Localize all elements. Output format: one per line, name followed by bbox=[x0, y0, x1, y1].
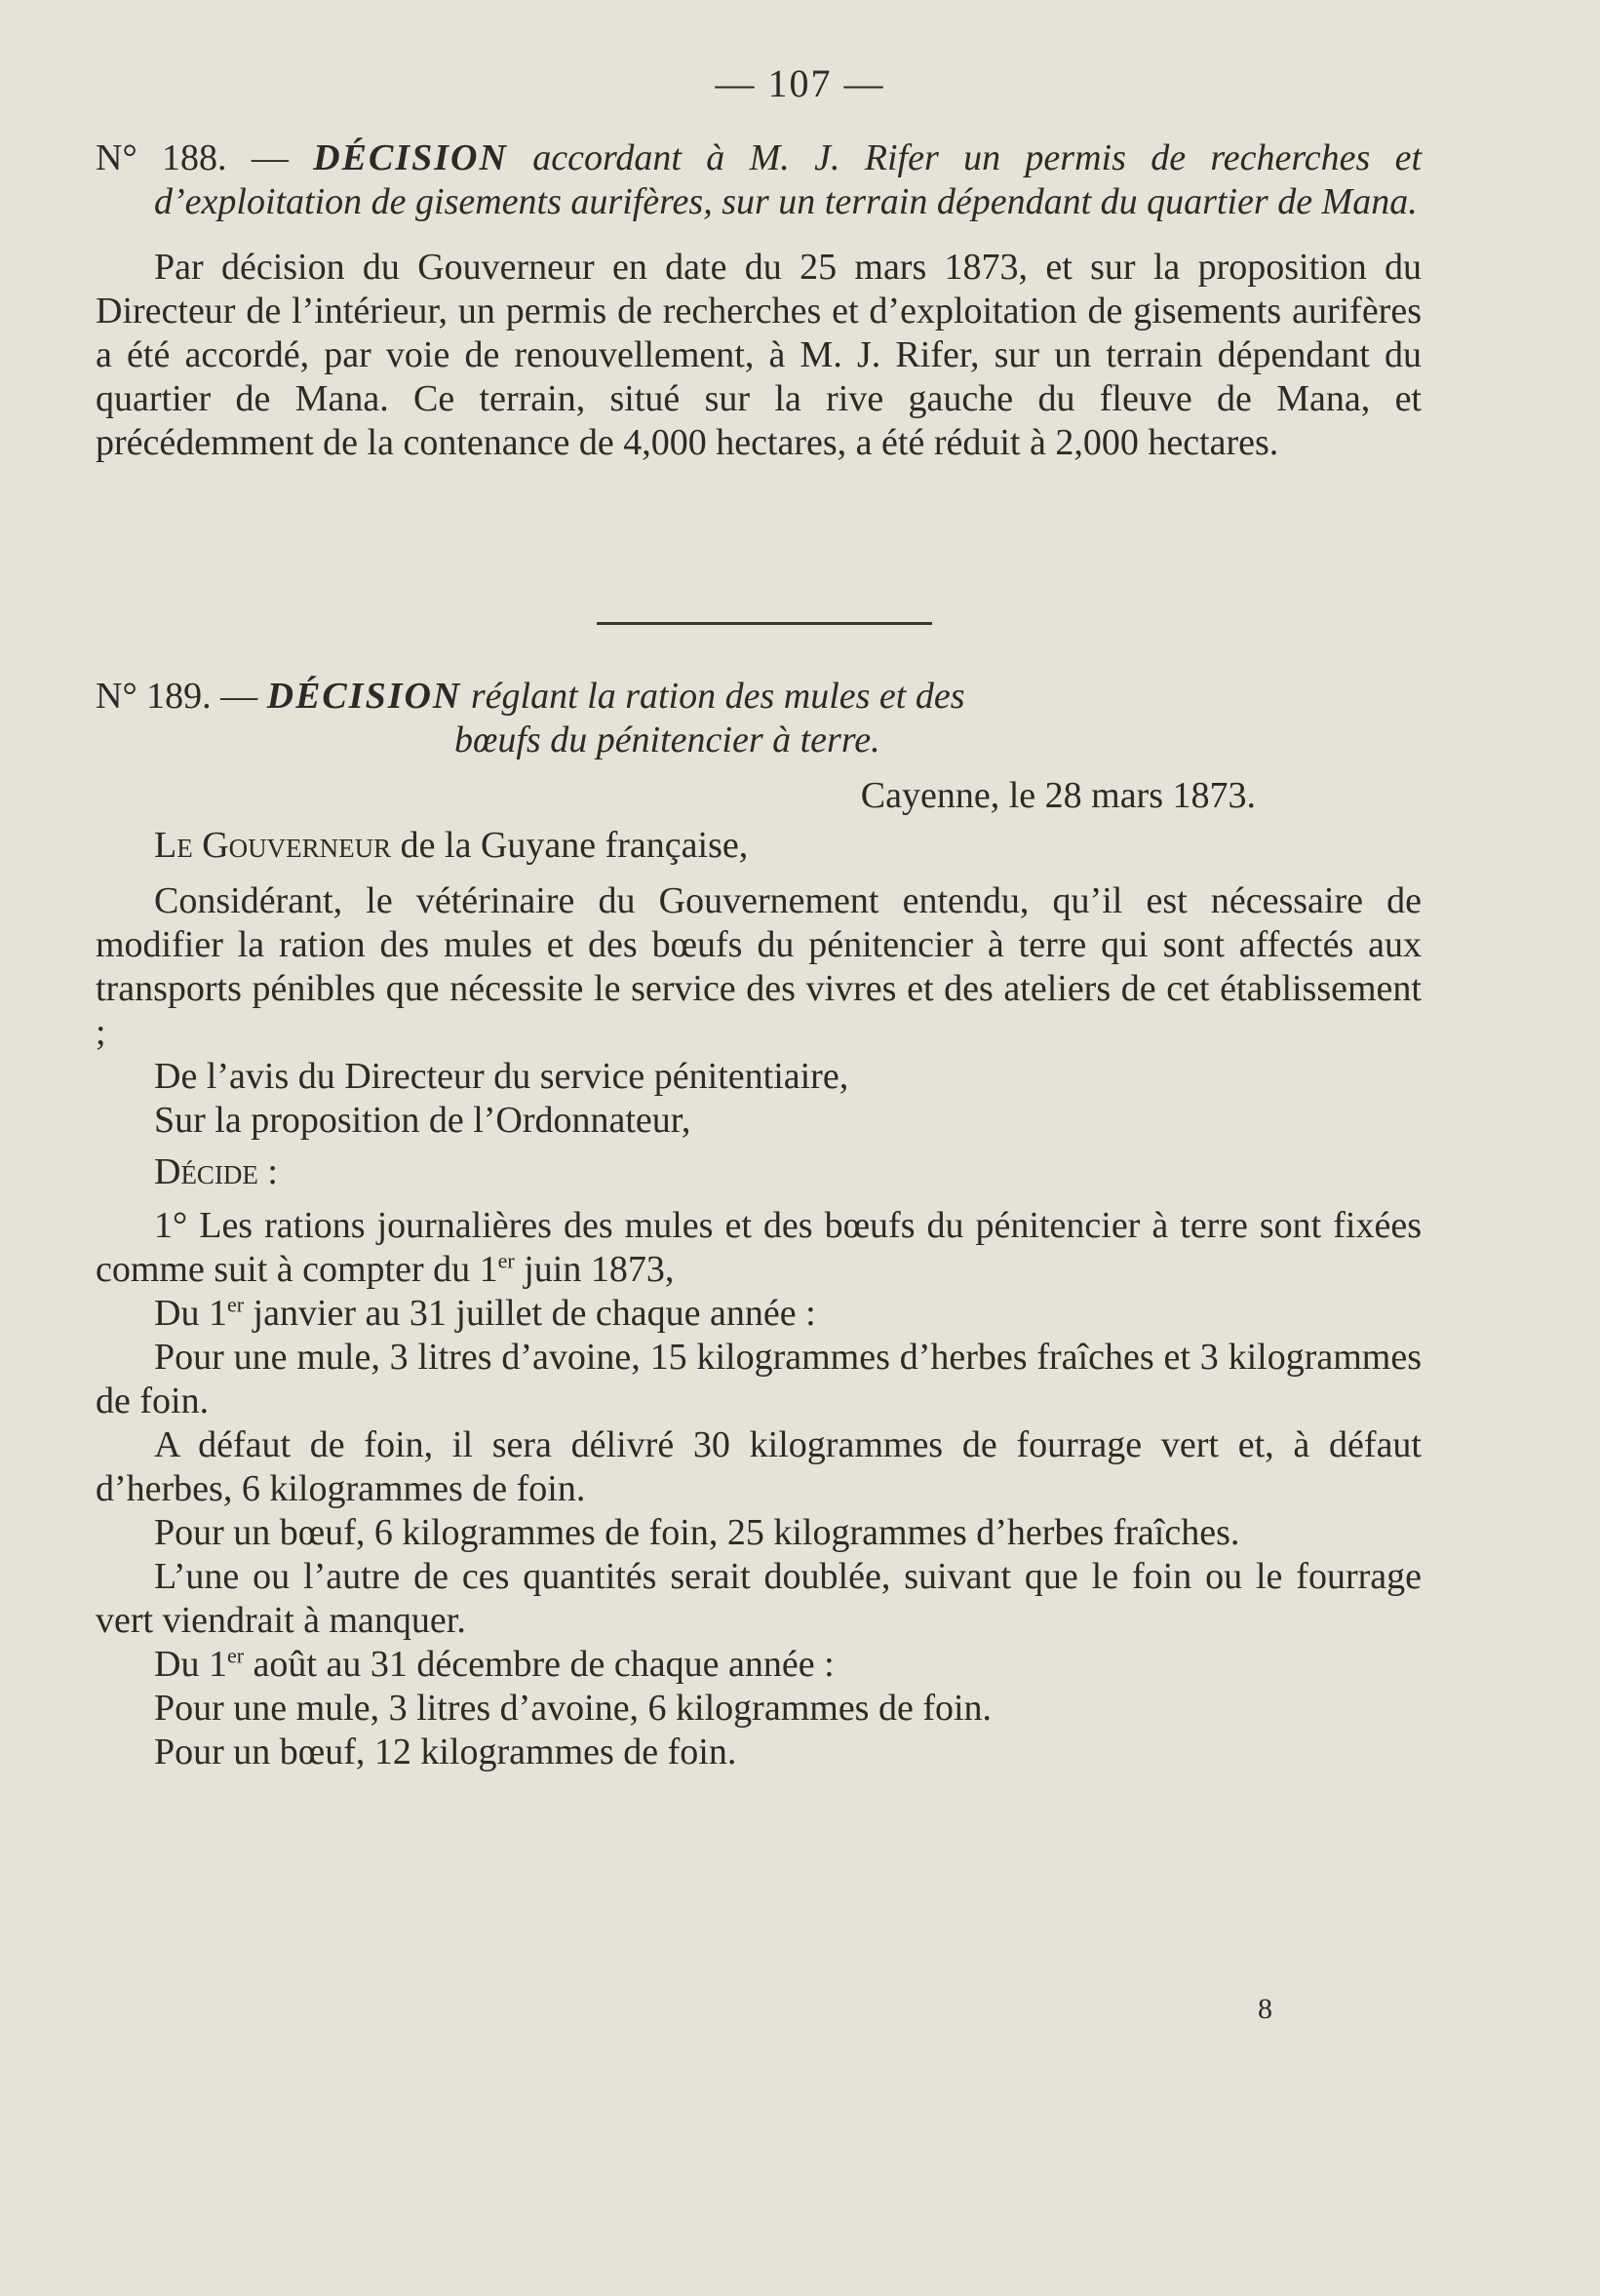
gouverneur-title: Le Gouverneur bbox=[154, 825, 392, 866]
period-2 bbox=[96, 1643, 1422, 1687]
signature-mark: 8 bbox=[1258, 1993, 1272, 2025]
decision-189 bbox=[96, 675, 1422, 1774]
decision-189-number: N° 189. bbox=[96, 676, 212, 717]
gouverneur-rest: de la Guyane française, bbox=[391, 825, 749, 866]
section-divider bbox=[597, 622, 932, 625]
period-2-text: Du 1 bbox=[154, 1644, 227, 1685]
avis-line: De l’avis du Directeur du service pénitentiaire, bbox=[154, 1056, 849, 1097]
double-paragraph: L’une ou l’autre de ces quantités serait doublée, suivant que le foin ou le fourrage vert viendrait à manquer. bbox=[96, 1556, 1422, 1641]
decision-189-dash: — bbox=[220, 676, 258, 717]
proposition-line: Sur la proposition de l’Ordonnateur, bbox=[154, 1100, 691, 1141]
decision-188-body: Par décision du Gouverneur en date du 25 mars 1873, et sur la proposition du Directeur de l’intérieur, un permis de recherches et d’exploitation de gisements aurifères a été accordé, par voie de renouvellement, à M. J. Rifer, sur un terrain dépendant du quartier de Mana. Ce terrain, situé sur la rive gauche du fleuve de Mana, et précédemment de la contenance de 4,000 hectares, a été réduit à 2,000 hectares. bbox=[96, 247, 1422, 463]
boeuf-ration-1: Pour un bœuf, 6 kilogrammes de foin, 25 kilogrammes d’herbes fraîches. bbox=[154, 1512, 1240, 1553]
decision-188-number: N° 188. bbox=[96, 137, 227, 178]
article-1-sup: er bbox=[497, 1248, 515, 1273]
gouverneur-line bbox=[96, 824, 1422, 868]
period-2-sup: er bbox=[226, 1643, 245, 1668]
decision-188-title: accordant à M. J. Rifer un permis de recherches et d’exploitation de gisements aurifères, sur un terrain dépendant du quartier de Mana. bbox=[154, 137, 1423, 222]
decision-188 bbox=[96, 136, 1422, 465]
decision-188-dash: — bbox=[251, 137, 289, 178]
decision-188-label: DÉCISION bbox=[313, 137, 508, 178]
decision-188-heading bbox=[96, 136, 1422, 224]
period-1-tail: janvier au 31 juillet de chaque année : bbox=[244, 1293, 816, 1334]
page-number: — 107 — bbox=[715, 61, 885, 105]
considerant-paragraph: Considérant, le vétérinaire du Gouvernement entendu, qu’il est nécessaire de modifier la ration des mules et des bœufs du pénitencier à terre qui sont affectés aux transports pénibles que nécessite le service des vivres et des ateliers de cet établissement ; bbox=[96, 880, 1422, 1053]
decision-189-label: DÉCISION bbox=[266, 676, 462, 717]
decision-189-heading bbox=[96, 675, 1422, 719]
mule-ration-2: Pour une mule, 3 litres d’avoine, 6 kilogrammes de foin. bbox=[154, 1688, 993, 1729]
period-1-text: Du 1 bbox=[154, 1293, 227, 1334]
period-1 bbox=[96, 1292, 1422, 1336]
decision-189-title-line2: bœufs du pénitencier à terre. bbox=[454, 720, 880, 760]
dateline: Cayenne, le 28 mars 1873. bbox=[860, 775, 1256, 816]
mule-ration-1: Pour une mule, 3 litres d’avoine, 15 kilogrammes d’herbes fraîches et 3 kilogrammes de foin. bbox=[96, 1337, 1422, 1421]
defaut-paragraph: A défaut de foin, il sera délivré 30 kilogrammes de fourrage vert et, à défaut d’herbes, 6 kilogrammes de foin. bbox=[96, 1424, 1422, 1509]
boeuf-ration-2: Pour un bœuf, 12 kilogrammes de foin. bbox=[154, 1732, 737, 1772]
article-1 bbox=[96, 1204, 1422, 1292]
period-2-tail: août au 31 décembre de chaque année : bbox=[244, 1644, 835, 1685]
decide-line: Décide : bbox=[154, 1151, 278, 1192]
period-1-sup: er bbox=[226, 1292, 245, 1317]
article-1-tail: juin 1873, bbox=[514, 1249, 675, 1290]
article-1-text: 1° Les rations journalières des mules et des bœufs du pénitencier à terre sont fixées comme suit à compter du 1 bbox=[96, 1205, 1422, 1290]
decision-189-title-line1: réglant la ration des mules et des bbox=[470, 676, 965, 717]
